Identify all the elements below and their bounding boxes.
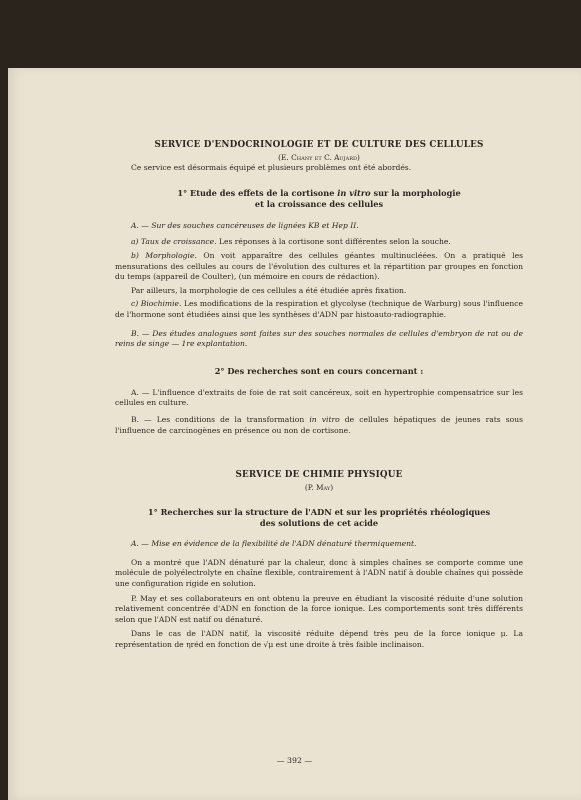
service1-authors: (E. Chany et C. Aujard) [278,152,360,162]
service2-section1-title-line1: 1° Recherches sur la structure de l'ADN et sur les propriétés rhéologiques [147,507,491,518]
section1-B: B. — Des études analogues sont faites sur des souches normales de cellules d'embryon de rat ou de reins de singe — 1re explantation. [115,328,523,349]
service2-section1-title-line2: des solutions de cet acide [259,518,379,529]
service1-intro: Ce service est désormais équipé et plusieurs problèmes ont été abordés. [131,163,412,173]
service1-title: SERVICE D'ENDOCRINOLOGIE ET DE CULTURE DES CELLULES [154,140,484,150]
section1-title-b: sur la morphologie [370,187,461,198]
document-page [8,68,581,800]
section1-title-a: 1° Etude des effets de la cortisone [177,187,338,198]
service2-section1-A: A. — Mise en évidence de la flexibilité de l'ADN dénaturé thermiquement. [131,539,417,549]
section2-B [115,415,523,436]
section1-c [115,299,523,320]
page-content [115,140,523,651]
page-number: — 392 — [276,756,313,765]
service2-title: SERVICE DE CHIMIE PHYSIQUE [235,470,403,481]
section1-c-text: Les modifications de la respiration et glycolyse (technique de Warburg) sous l'influence de l'hormone sont étudiées ainsi que les synthèses d'ADN par histoauto-radiographie. [115,299,523,319]
section1-A: A. — Sur des souches cancéreuses de lignées KB et Hep II. [131,220,359,230]
section1-a-text: Les réponses à la cortisone sont différentes selon la souche. [216,237,451,247]
service2-section1-heading [115,507,523,529]
section1-b-extra: Par ailleurs, la morphologie de ces cellules a été étudiée après fixation. [131,285,407,295]
service2-p3: Dans le cas de l'ADN natif, la viscosité réduite dépend très peu de la force ionique μ. La représentation de ηréd en fonction de √μ est une droite à très faible inclinaison. [115,629,523,650]
section2-B-a: B. — Les conditions de la transformation [131,414,310,424]
section1-a [115,237,523,248]
service2-authors: (P. May) [304,482,334,492]
section2-A: A. — L'influence d'extraits de foie de rat soit cancéreux, soit en hypertrophie compensatrice sur les cellules en culture. [115,387,523,408]
section1-b [115,251,523,283]
service2-p1: On a montré que l'ADN dénaturé par la chaleur, donc à simples chaînes se comporte comme une molécule de polyélectrolyte en chaîne flexible, contrairement à l'ADN natif à double chaînes qui possède une configuration rigide en solution. [115,557,523,589]
section1-title-line2: et la croissance des cellules [254,198,384,209]
section1-c-label: c) Biochimie. [131,299,182,309]
section1-a-label: a) Taux de croissance. [131,237,217,247]
section1-b-label: b) Morphologie. [131,250,197,260]
section1-heading [115,188,523,210]
service2-p2: P. May et ses collaborateurs en ont obtenu la preuve en étudiant la viscosité réduite d'une solution relativement concentrée d'ADN en fonction de la force ionique. Les comportements sont très différents selon que l'ADN est natif ou dénaturé. [115,593,523,624]
section1-title-em: in vitro [337,187,371,198]
section2-heading: 2° Des recherches sont en cours concernant : [214,365,424,376]
section2-B-b: de cellules hépatiques de jeunes rats sous l'influence de carcinogènes en présence ou non de cortisone. [115,414,523,435]
section2-B-em: in vitro [309,414,340,424]
section1-b-text: On voit apparaître des cellules géantes multinucléées. On a pratiqué les mensurations des cellules au cours de l'évolution des cultures et la répartition par groupes en fonction du temps (appareil de Coulter), (un mémoire en cours de rédaction). [115,250,523,282]
